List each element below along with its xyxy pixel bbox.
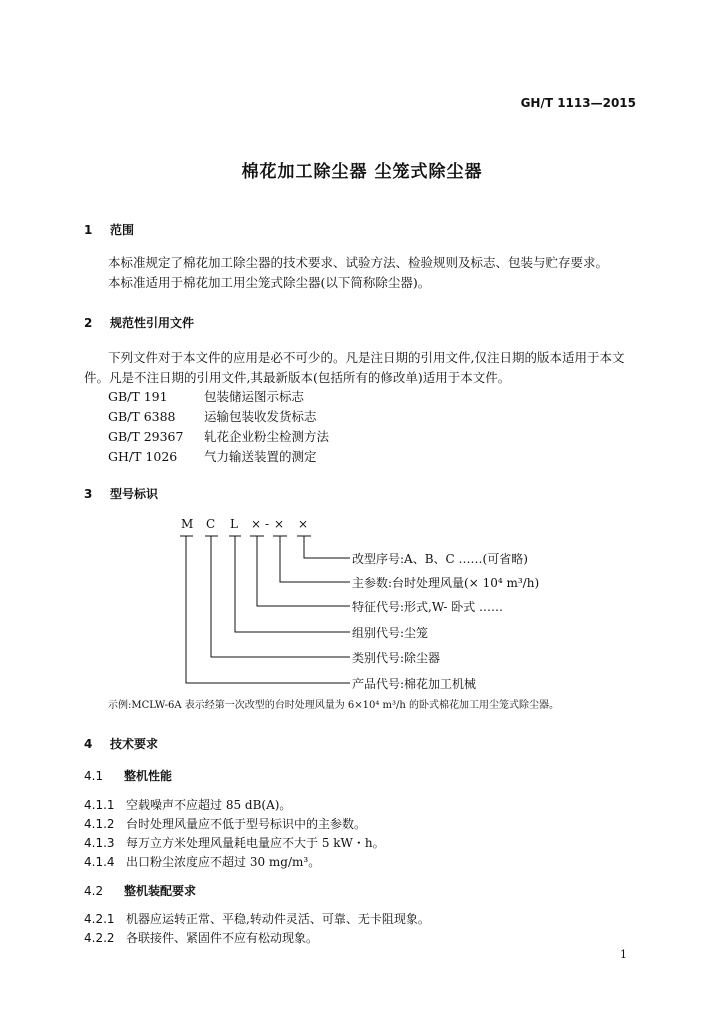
- code-label-product: 产品代号:棉花加工机械: [352, 677, 477, 691]
- clause-number: 4.1.1: [84, 798, 115, 812]
- clause-item: [84, 929, 318, 946]
- clause-text: 空载噪声不应超过 85 dB(A)。: [126, 798, 292, 812]
- subsection-title: 整机性能: [124, 769, 173, 783]
- connector-line: [304, 536, 350, 558]
- connector-line: [235, 536, 350, 632]
- paragraph: 本标准规定了棉花加工除尘器的技术要求、试验方法、检验规则及标志、包装与贮存要求。: [108, 255, 609, 270]
- clause-text: 每万立方米处理风量耗电量应不大于 5 kW・h。: [126, 836, 385, 850]
- reference-title: 轧花企业粉尘检测方法: [204, 429, 330, 444]
- section-4-heading: [84, 735, 158, 752]
- reference-code: GH/T 1026: [108, 449, 178, 464]
- reference-title: 气力输送装置的测定: [204, 449, 317, 464]
- standard-number: GH/T 1113—2015: [520, 96, 636, 110]
- document-title: 棉花加工除尘器 尘笼式除尘器: [241, 162, 483, 182]
- reference-code: GB/T 29367: [108, 429, 184, 444]
- section-title: 规范性引用文件: [110, 316, 195, 330]
- section-title: 范围: [110, 223, 135, 237]
- code-placeholder: ×: [251, 517, 262, 531]
- clause-item: [84, 853, 320, 870]
- clause-item: [84, 796, 291, 813]
- code-placeholder: ×: [274, 517, 285, 531]
- reference-title: 包装储运图示标志: [204, 389, 305, 404]
- clause-number: 4.1.2: [84, 817, 115, 831]
- clause-item: [84, 815, 366, 832]
- connector-line: [280, 536, 350, 582]
- code-dash: -: [265, 517, 270, 531]
- code-label-feature: 特征代号:形式,W- 卧式 ……: [352, 600, 504, 614]
- section-title: 型号标识: [110, 487, 159, 501]
- code-letter-l: L: [230, 517, 238, 531]
- clause-number: 4.2.1: [84, 912, 115, 926]
- section-number: 4: [84, 737, 93, 751]
- code-label-modification: 改型序号:A、B、C ……(可省略): [352, 552, 528, 566]
- page-number: 1: [620, 948, 627, 961]
- code-label-group: 组别代号:尘笼: [352, 626, 429, 640]
- code-label-main-parameter: 主参数:台时处理风量(× 10⁴ m³/h): [352, 576, 540, 590]
- reference-title: 运输包装收发货标志: [204, 409, 317, 424]
- reference-code: GB/T 191: [108, 389, 168, 404]
- code-label-category: 类别代号:除尘器: [352, 651, 441, 665]
- reference-code: GB/T 6388: [108, 409, 176, 424]
- clause-item: [84, 910, 430, 927]
- clause-number: 4.1.3: [84, 836, 115, 850]
- paragraph: 下列文件对于本文件的应用是必不可少的。凡是注日期的引用文件,仅注日期的版本适用于本文: [108, 350, 625, 365]
- code-placeholder: ×: [298, 517, 309, 531]
- code-letter-c: C: [206, 517, 216, 531]
- clause-item: [84, 834, 385, 851]
- code-letter-m: M: [181, 517, 194, 531]
- subsection-title: 整机装配要求: [124, 884, 197, 898]
- clause-text: 出口粉尘浓度应不超过 30 mg/m³。: [126, 855, 321, 869]
- clause-text: 各联接件、紧固件不应有松动现象。: [126, 931, 319, 945]
- clause-number: 4.1.4: [84, 855, 115, 869]
- subsection-number: 4.2: [84, 884, 104, 898]
- section-number: 1: [84, 223, 93, 237]
- subsection-4-2-heading: [84, 882, 196, 899]
- paragraph: 本标准适用于棉花加工用尘笼式除尘器(以下简称除尘器)。: [108, 275, 431, 290]
- clause-text: 机器应运转正常、平稳,转动件灵活、可靠、无卡阻现象。: [126, 912, 430, 926]
- section-number: 2: [84, 316, 93, 330]
- section-number: 3: [84, 487, 93, 501]
- example-note: 示例:MCLW-6A 表示经第一次改型的台时处理风量为 6×10⁴ m³/h 的卧式棉花加工用尘笼式除尘器。: [108, 700, 560, 711]
- clause-number: 4.2.2: [84, 931, 115, 945]
- paragraph: 件。凡是不注日期的引用文件,其最新版本(包括所有的修改单)适用于本文件。: [84, 370, 511, 385]
- clause-text: 台时处理风量应不低于型号标识中的主参数。: [126, 817, 367, 831]
- subsection-4-1-heading: [84, 767, 172, 784]
- section-title: 技术要求: [110, 737, 159, 751]
- subsection-number: 4.1: [84, 769, 104, 783]
